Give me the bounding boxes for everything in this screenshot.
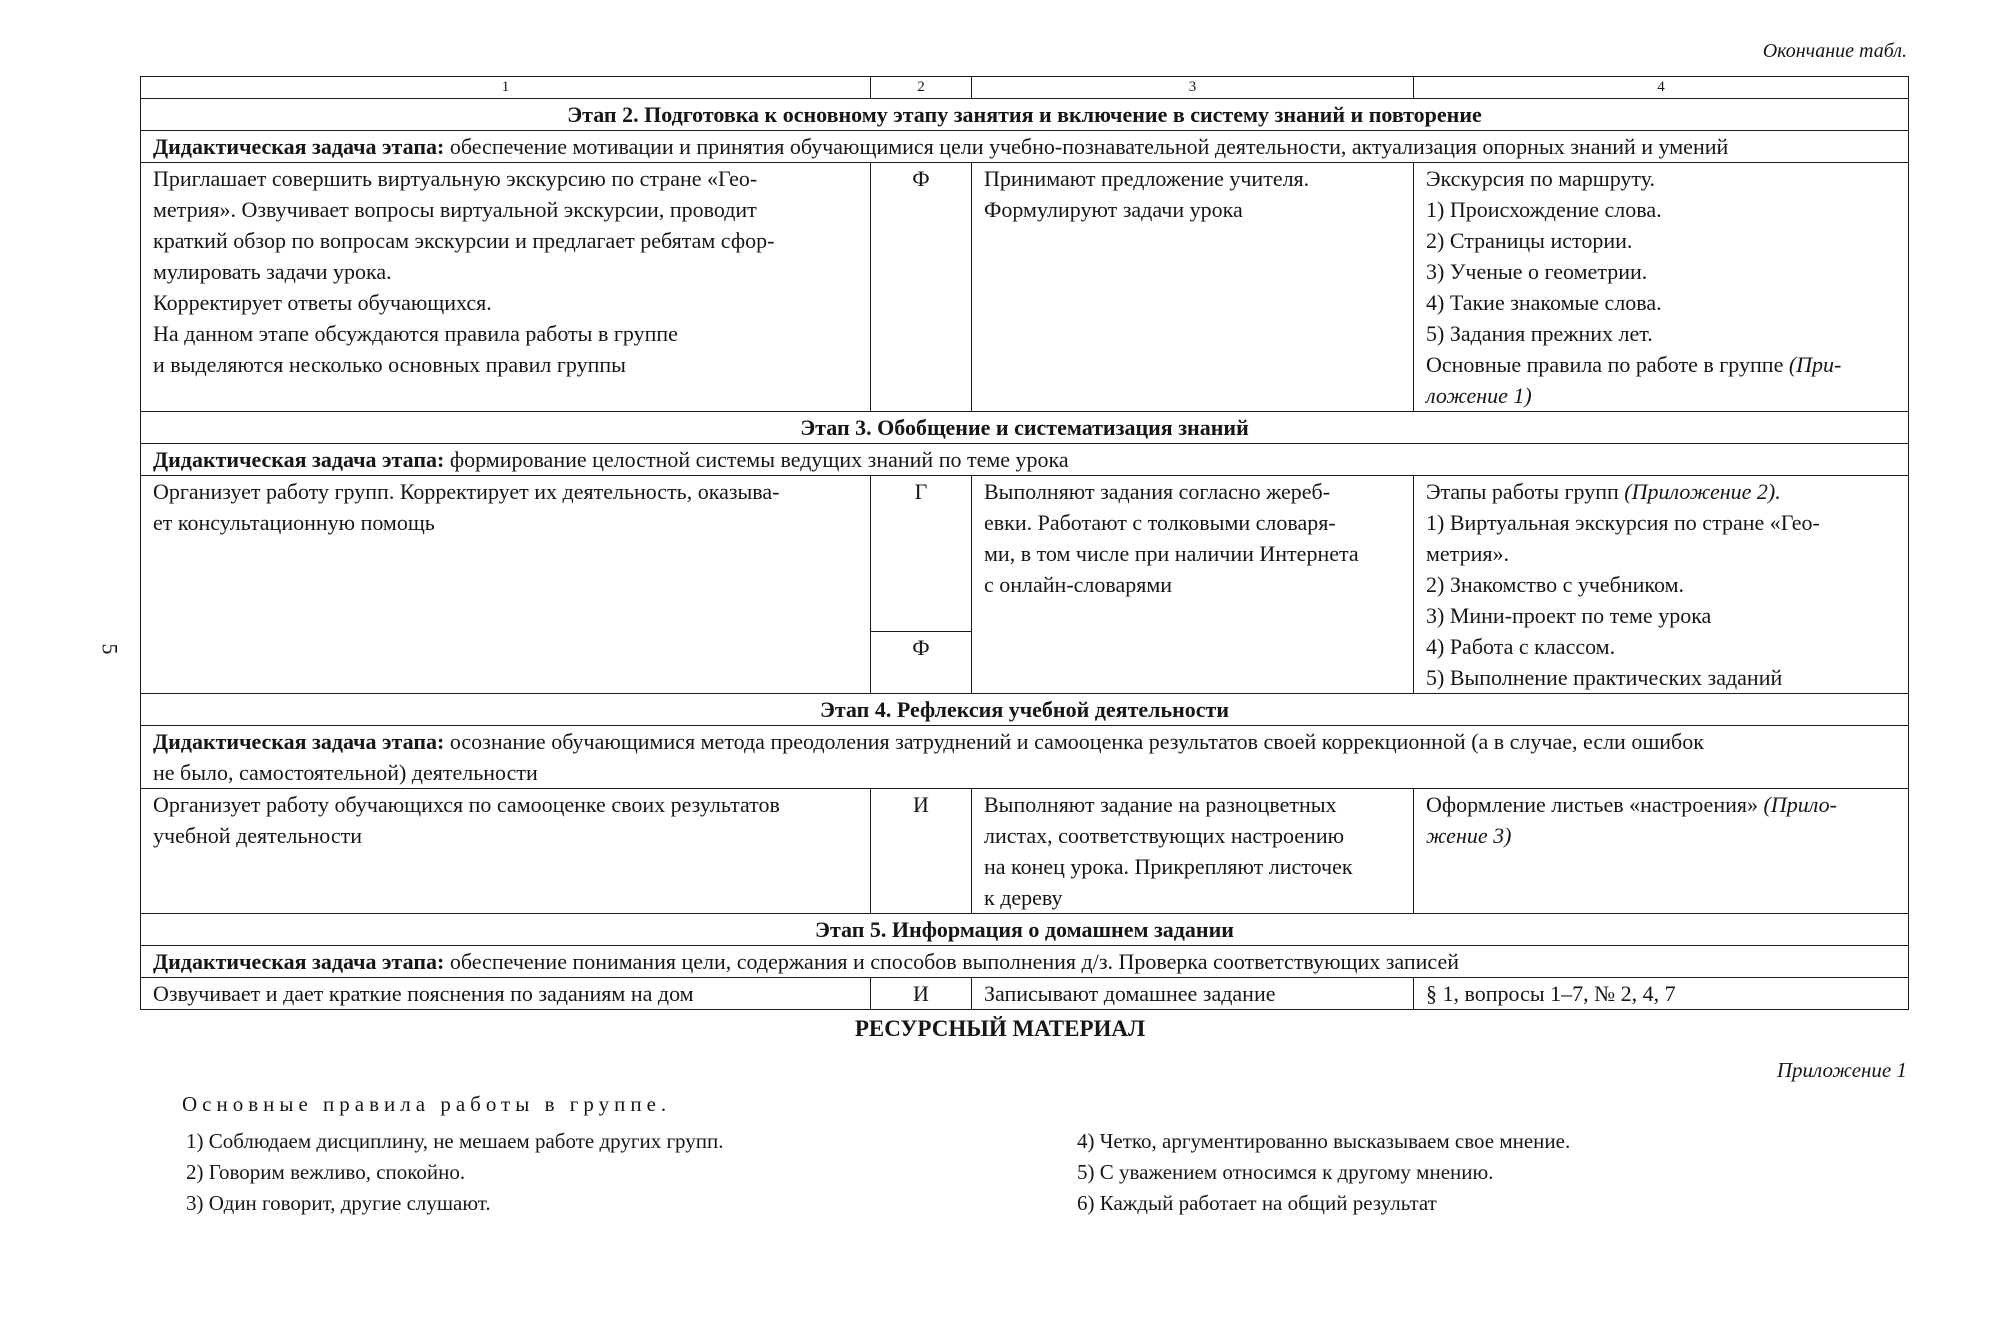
rule-item: 1) Соблюдаем дисциплину, не мешаем работе других групп. [186,1129,724,1153]
text-line: метрия». Озвучивает вопросы виртуальной экскурсии, проводит [153,197,757,222]
stage4-work-form: И [871,789,972,914]
text-line: 4) Работа с классом. [1426,634,1616,659]
text-line: Корректирует ответы обучающихся. [153,290,492,315]
stage5-title: Этап 5. Информация о домашнем задании [141,914,1909,946]
text-line: Экскурсия по маршруту. [1426,166,1656,191]
stage5-teacher-activity: Озвучивает и дает краткие пояснения по заданиям на дом [141,978,871,1010]
text-line [1426,349,1896,380]
text-line: ми, в том числе при наличии Интернета [984,541,1359,566]
work-form-group: Г [871,476,971,632]
text-line: 2) Страницы истории. [1426,228,1633,253]
text-line: листах, соответствующих настроению [984,823,1345,848]
appendix-ref: жение 3) [1426,823,1512,848]
appendix-ref: ложение 1) [1426,383,1532,408]
stage2-task [141,131,1909,163]
stage4-title: Этап 4. Рефлексия учебной деятельности [141,694,1909,726]
stage3-result [1414,476,1909,694]
text-line: и выделяются несколько основных правил группы [153,352,626,377]
stage4-task [141,726,1909,789]
text-line: 5) Выполнение практических заданий [1426,665,1783,690]
task-text: осознание обучающимися метода преодоления затруднений и самооценка результатов своей коррекционной (а в случае, если ошибок [444,729,1704,754]
rules-list-right [1077,1126,1570,1219]
text-line: к дереву [984,885,1063,910]
stage5-result: § 1, вопросы 1–7, № 2, 4, 7 [1414,978,1909,1010]
text-line: учебной деятельности [153,823,363,848]
work-form-frontal: Ф [912,635,930,660]
result-text: Оформление листьев «настроения» [1426,792,1764,817]
text-line: 4) Такие знакомые слова. [1426,290,1662,315]
column-number: 4 [1414,77,1909,99]
stage5-content-row [141,978,1909,1010]
text-line [1426,476,1896,507]
column-number: 1 [141,77,871,99]
appendix-ref: (Прило- [1763,792,1837,817]
stage5-task-row [141,946,1909,978]
stage3-work-form [871,476,972,694]
text-line: Приглашает совершить виртуальную экскурсию по стране «Гео- [153,166,758,191]
stage3-title-row [141,412,1909,444]
rule-item: 3) Один говорит, другие слушают. [186,1191,491,1215]
text-line: Выполняют задания согласно жереб- [984,479,1331,504]
text-line: ет консультационную помощь [153,510,435,535]
stage2-title: Этап 2. Подготовка к основному этапу занятия и включение в систему знаний и повторение [141,99,1909,131]
task-text: формирование целостной системы ведущих знаний по теме урока [444,447,1069,472]
column-number: 3 [972,77,1414,99]
stage3-teacher-activity [141,476,871,694]
stage4-title-row [141,694,1909,726]
stage2-task-row [141,131,1909,163]
stage2-title-row [141,99,1909,131]
rules-list-left [186,1126,724,1219]
text-line: 1) Виртуальная экскурсия по стране «Гео- [1426,510,1820,535]
text-line: 3) Мини-проект по теме урока [1426,603,1712,628]
task-label: Дидактическая задача этапа: [153,729,445,754]
text-line: мулировать задачи урока. [153,259,392,284]
text-line: 2) Знакомство с учебником. [1426,572,1684,597]
appendix-label: Приложение 1 [1776,1058,1907,1082]
task-label: Дидактическая задача этапа: [153,949,445,974]
text-line: 5) Задания прежних лет. [1426,321,1653,346]
continuation-note: Окончание табл. [1762,40,1907,62]
text-line: не было, самостоятельной) деятельности [153,760,538,785]
lesson-table [140,76,1909,1010]
stage4-teacher-activity [141,789,871,914]
text-line: 1) Происхождение слова. [1426,197,1662,222]
text-line: Принимают предложение учителя. [984,166,1310,191]
stage5-task [141,946,1909,978]
stage3-task [141,444,1909,476]
stage5-student-activity: Записывают домашнее задание [972,978,1414,1010]
stage2-result [1414,163,1909,412]
text-line: Организует работу обучающихся по самооценке своих результатов [153,792,780,817]
text-line: Выполняют задание на разноцветных [984,792,1337,817]
stage3-content-row [141,476,1909,694]
text-line: краткий обзор по вопросам экскурсии и предлагает ребятам сфор- [153,228,775,253]
result-tail: Основные правила по работе в группе [1426,352,1789,377]
text-line: метрия». [1426,541,1509,566]
result-head: Этапы работы групп [1426,479,1625,504]
appendix-ref: (При- [1788,352,1842,377]
text-line [1426,789,1896,820]
rule-item: 5) С уважением относимся к другому мнению. [1077,1160,1494,1184]
stage4-task-row [141,726,1909,789]
stage4-result [1414,789,1909,914]
rules-title: Основные правила работы в группе. [182,1092,672,1116]
stage4-content-row [141,789,1909,914]
text-line: с онлайн-словарями [984,572,1173,597]
stage2-student-activity [972,163,1414,412]
rule-item: 6) Каждый работает на общий результат [1077,1191,1437,1215]
task-label: Дидактическая задача этапа: [153,447,445,472]
rule-item: 2) Говорим вежливо, спокойно. [186,1160,466,1184]
stage3-student-activity [972,476,1414,694]
stage3-title: Этап 3. Обобщение и систематизация знаний [141,412,1909,444]
stage2-content-row [141,163,1909,412]
column-number-row [141,77,1909,99]
task-text: обеспечение мотивации и принятия обучающимися цели учебно-познавательной деятельности, актуализация опорных знаний и умений [444,134,1729,159]
text-line: евки. Работают с толковыми словаря- [984,510,1336,535]
text-line: Организует работу групп. Корректирует их деятельность, оказыва- [153,479,780,504]
task-label: Дидактическая задача этапа: [153,134,445,159]
page-number: 5 [97,643,123,655]
stage3-task-row [141,444,1909,476]
text-line: На данном этапе обсуждаются правила работы в группе [153,321,678,346]
stage5-work-form: И [871,978,972,1010]
task-text: обеспечение понимания цели, содержания и способов выполнения д/з. Проверка соответствующих записей [444,949,1459,974]
column-number: 2 [871,77,972,99]
text-line: 3) Ученые о геометрии. [1426,259,1648,284]
text-line: на конец урока. Прикрепляют листочек [984,854,1353,879]
appendix-ref: (Приложение 2). [1624,479,1781,504]
text-line: Формулируют задачи урока [984,197,1243,222]
resources-heading: РЕСУРСНЫЙ МАТЕРИАЛ [854,1016,1146,1041]
stage2-teacher-activity [141,163,871,412]
stage5-title-row [141,914,1909,946]
stage2-work-form: Ф [871,163,972,412]
text-line [153,726,1896,757]
rule-item: 4) Четко, аргументированно высказываем свое мнение. [1077,1129,1571,1153]
stage4-student-activity [972,789,1414,914]
